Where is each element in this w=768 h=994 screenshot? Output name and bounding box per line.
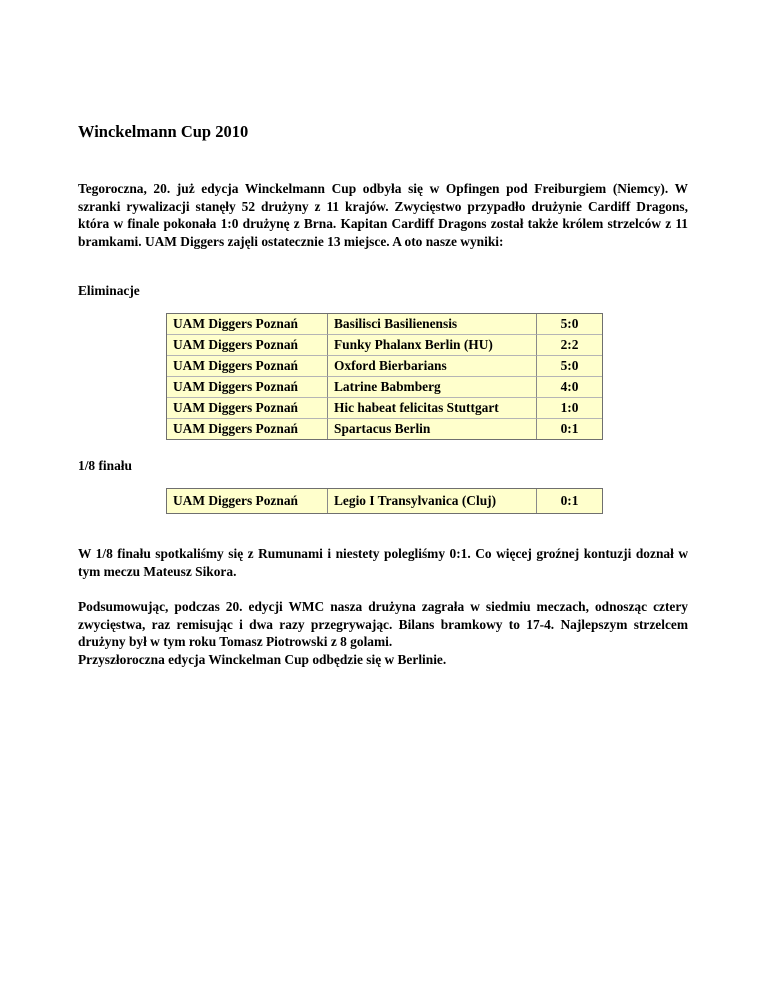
opponent-cell: Spartacus Berlin [328, 419, 537, 439]
intro-paragraph: Tegoroczna, 20. już edycja Winckelmann Cup odbyła się w Opfingen pod Freiburgiem (Niemcy). W szranki rywalizacji stanęły 52 drużyny z 11 krajów. Zwycięstwo przypadło drużynie Cardiff Dragons, która w finale pokonała 1:0 drużynę z Brna. Kapitan Cardiff Dragons został także królem strzelców z 11 bramkami. UAM Diggers zajęli ostatecznie 13 miejsce. A oto nasze wyniki: [78, 181, 688, 249]
round-of-16-heading: 1/8 finału [78, 458, 132, 473]
opponent-cell: Oxford Bierbarians [328, 356, 537, 377]
table-row [167, 335, 602, 356]
team-cell: UAM Diggers Poznań [167, 356, 328, 377]
team-cell: UAM Diggers Poznań [167, 419, 328, 439]
team-cell: UAM Diggers Poznań [167, 335, 328, 356]
eliminations-table [166, 313, 603, 440]
team-cell: UAM Diggers Poznań [167, 398, 328, 419]
score-cell: 5:0 [537, 314, 602, 335]
eliminations-heading: Eliminacje [78, 283, 140, 298]
page-title: Winckelmann Cup 2010 [78, 122, 249, 141]
opponent-cell: Funky Phalanx Berlin (HU) [328, 335, 537, 356]
team-cell: UAM Diggers Poznań [167, 314, 328, 335]
score-cell: 4:0 [537, 377, 602, 398]
table-row [167, 377, 602, 398]
opponent-cell: Basilisci Basilienensis [328, 314, 537, 335]
opponent-cell: Latrine Babmberg [328, 377, 537, 398]
team-cell: UAM Diggers Poznań [167, 489, 328, 513]
opponent-cell: Hic habeat felicitas Stuttgart [328, 398, 537, 419]
table-row [167, 489, 602, 513]
summary-paragraph-1: W 1/8 finału spotkaliśmy się z Rumunami i niestety polegliśmy 0:1. Co więcej groźnej kontuzji doznał w tym meczu Mateusz Sikora. [78, 546, 688, 579]
table-row [167, 356, 602, 377]
table-row [167, 419, 602, 439]
summary-paragraph-2: Podsumowując, podczas 20. edycji WMC nasza drużyna zagrała w siedmiu meczach, odnosząc cztery zwycięstwa, raz remisując i dwa razy przegrywając. Bilans bramkowy to 17-4. Najlepszym strzelcem drużyny był w tym roku Tomasz Piotrowski z 8 golami. [78, 599, 688, 649]
table-row [167, 314, 602, 335]
summary-paragraph-3: Przyszłoroczna edycja Winckelman Cup odbędzie się w Berlinie. [78, 652, 447, 667]
team-cell: UAM Diggers Poznań [167, 377, 328, 398]
score-cell: 0:1 [560, 421, 579, 436]
score-cell: 2:2 [537, 335, 602, 356]
score-cell: 1:0 [537, 398, 602, 419]
table-row [167, 398, 602, 419]
round-of-16-table [166, 488, 603, 514]
score-cell: 5:0 [537, 356, 602, 377]
opponent-cell: Legio I Transylvanica (Cluj) [328, 489, 537, 513]
score-cell: 0:1 [560, 493, 579, 508]
